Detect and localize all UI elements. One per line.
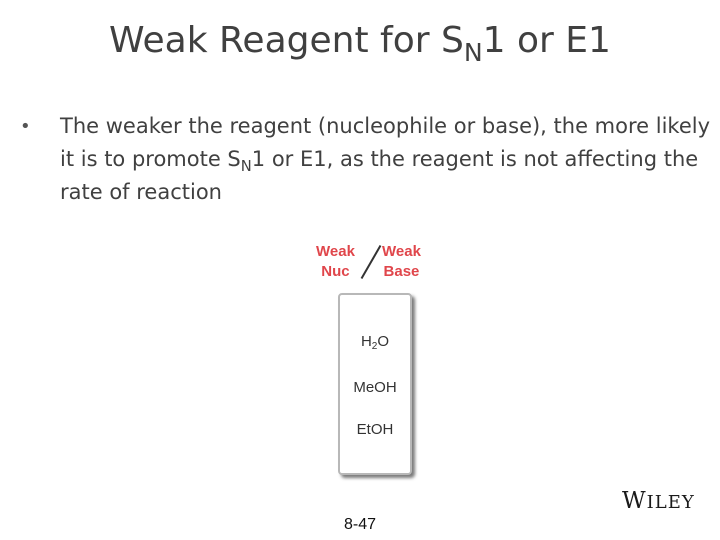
- bullet-marker: •: [20, 116, 31, 137]
- reagent-methanol: MeOH: [353, 379, 397, 396]
- wiley-logo: WILEY: [622, 488, 695, 514]
- reagent-water: $H_2O$: [360, 333, 390, 352]
- bullet-subscript: N: [240, 158, 252, 176]
- weak-nuc-label: Weak Nuc: [316, 243, 355, 280]
- reagent-ethanol: EtOH: [356, 421, 394, 438]
- slash-divider: [361, 245, 382, 279]
- weak-base-label: Weak Base: [382, 243, 421, 280]
- page-number: 8-47: [343, 516, 377, 533]
- slide-title: Weak Reagent for $S_N1$ or E1: [109, 20, 611, 67]
- reagent-list-box: [338, 293, 412, 475]
- bullet-text: The weaker the reagent (nucleophile or base), the more likely it is to promote $S_N1$ or E1, as the reagent is not affecting the rate of reaction: [60, 114, 711, 204]
- reagent-category-header: [300, 242, 450, 282]
- title-subscript: N: [463, 37, 483, 67]
